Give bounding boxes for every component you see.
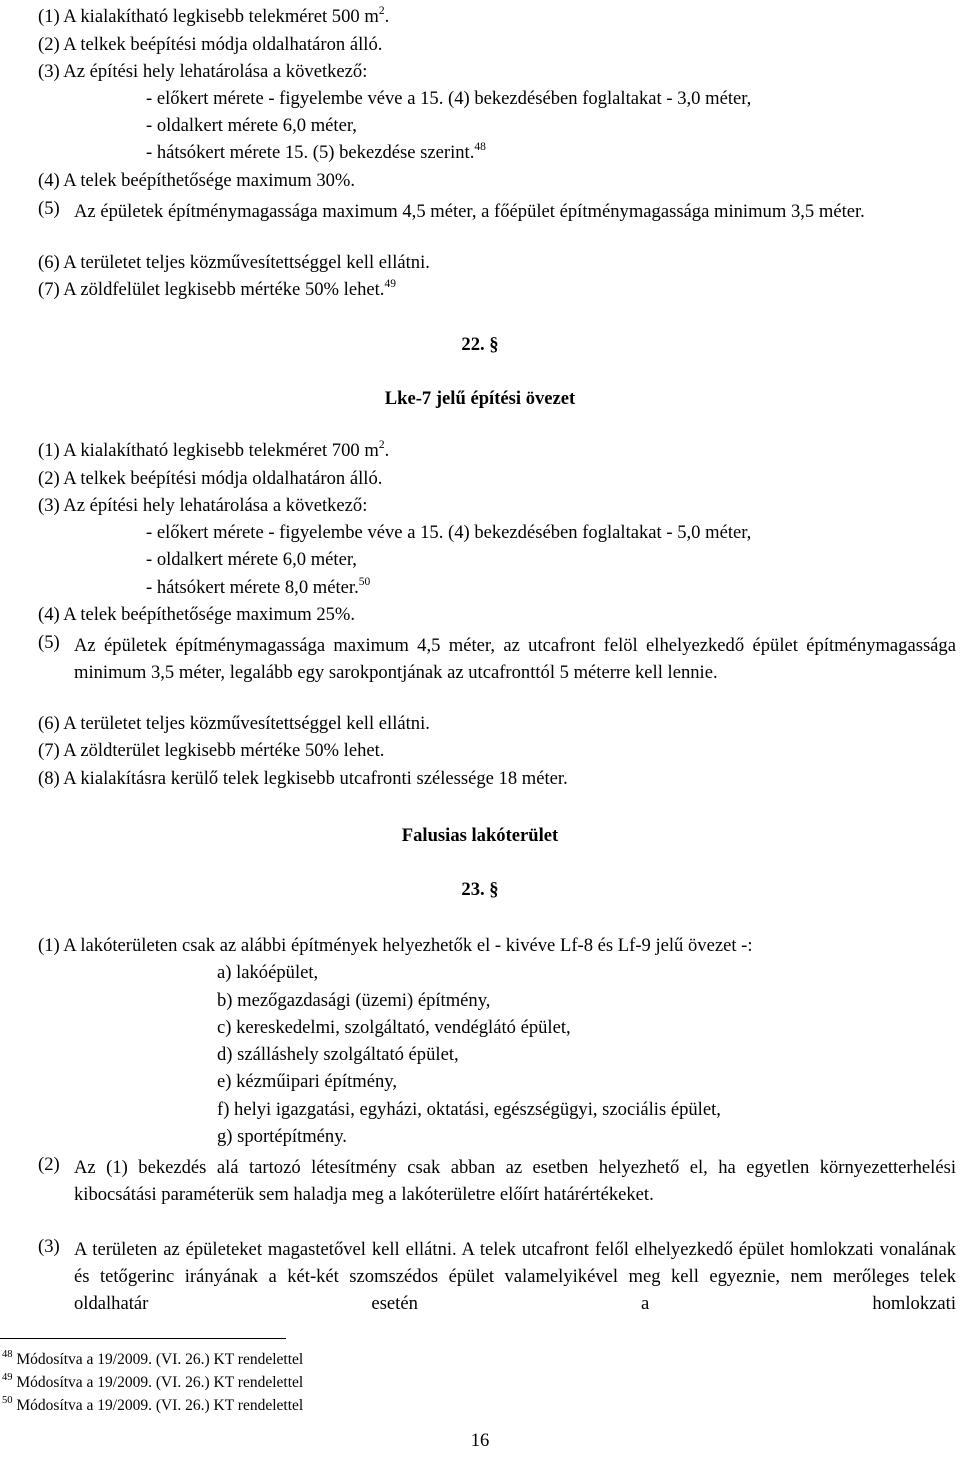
page-number: 16 bbox=[470, 1430, 490, 1451]
footnote-separator bbox=[0, 1338, 286, 1339]
s22-paragraph-3: (3) Az építési hely lehatárolása a következő: bbox=[38, 495, 368, 516]
s22-paragraph-6: (6) A területet teljes közművesítettséggel kell ellátni. bbox=[38, 713, 430, 734]
s21-paragraph-7: (7) A zöldfelület legkisebb mértéke 50% lehet.$^{49}$ bbox=[38, 278, 396, 300]
s21-paragraph-3: (3) Az építési hely lehatárolása a következő: bbox=[38, 61, 368, 82]
footnote-ref-48: 48 bbox=[474, 141, 486, 153]
s23-list-item: f) helyi igazgatási, egyházi, oktatási, egészségügyi, szociális épület, bbox=[217, 1099, 721, 1120]
s21-p3-item-side: - oldalkert mérete 6,0 méter, bbox=[146, 115, 357, 136]
s22-paragraph-1: (1) A kialakítható legkisebb telekméret 700 $m^2$. bbox=[38, 439, 390, 461]
s21-paragraph-1: (1) A kialakítható legkisebb telekméret 500 $m^2$. bbox=[38, 5, 390, 27]
s22-p3-item-side: - oldalkert mérete 6,0 méter, bbox=[146, 549, 357, 570]
s22-paragraph-4: (4) A telek beépíthetősége maximum 25%. bbox=[38, 604, 356, 625]
s23-list-item: g) sportépítmény. bbox=[217, 1126, 347, 1147]
footnote-50: $^{50}$ Módosítva a 19/2009. (VI. 26.) KT rendelettel bbox=[2, 1395, 304, 1414]
s21-paragraph-4: (4) A telek beépíthetősége maximum 30%. bbox=[38, 170, 356, 191]
footnote-49: $^{49}$ Módosítva a 19/2009. (VI. 26.) KT rendelettel bbox=[2, 1372, 304, 1391]
s23-section-number: 23. § bbox=[461, 879, 499, 900]
s21-paragraph-2: (2) A telkek beépítési módja oldalhatáron álló. bbox=[38, 34, 383, 55]
s21-paragraph-5: (5) Az épületek építménymagassága maximum 4,5 méter, a főépület építménymagassága minimum 3,5 méter. bbox=[38, 198, 865, 222]
chapter-heading: Falusias lakóterület bbox=[401, 825, 559, 846]
s22-paragraph-8: (8) A kialakításra kerülő telek legkisebb utcafronti szélessége 18 méter. bbox=[38, 768, 568, 789]
s22-paragraph-5: (5) Az épületek építménymagassága maximum 4,5 méter, az utcafront felöl elhelyezkedő épület építménymagassága minimum 3,5 méter, legalább egy sarokpontjának az utcafronttól 5 méterre kell lennie. bbox=[38, 632, 956, 684]
s23-list-item: d) szálláshely szolgáltató épület, bbox=[217, 1044, 459, 1065]
s21-p3-item-back: - hátsókert mérete 15. (5) bekezdése szerint.$^{48}$ bbox=[146, 141, 486, 163]
s23-paragraph-1: (1) A lakóterületen csak az alábbi építmények helyezhetők el - kivéve Lf-8 és Lf-9 jelű övezet -: bbox=[38, 935, 753, 956]
s22-paragraph-7: (7) A zöldterület legkisebb mértéke 50% lehet. bbox=[38, 740, 385, 761]
s21-paragraph-6: (6) A területet teljes közművesítettséggel kell ellátni. bbox=[38, 252, 430, 273]
s23-list-item: a) lakóépület, bbox=[217, 962, 319, 983]
s23-list-item: e) kézműipari építmény, bbox=[217, 1071, 398, 1092]
s21-p3-item-front: - előkert mérete - figyelembe véve a 15. (4) bekezdésében foglaltakat - 3,0 méter, bbox=[146, 88, 752, 109]
s22-p3-item-front: - előkert mérete - figyelembe véve a 15. (4) bekezdésében foglaltakat - 5,0 méter, bbox=[146, 522, 752, 543]
s22-p3-item-back: - hátsókert mérete 8,0 méter.$^{50}$ bbox=[146, 576, 371, 598]
s23-paragraph-3: (3) A területen az épületeket magastetővel kell ellátni. A telek utcafront felől elhelyezkedő épület homlokzati vonalának és tetőgerinc irányának a két-két szomszédos épület valamelyikével meg kell egyeznie, nem merőleges telek oldalhatár esetén a homlokzati bbox=[38, 1236, 956, 1315]
s23-list-item: c) kereskedelmi, szolgáltató, vendéglátó épület, bbox=[217, 1017, 571, 1038]
footnote-48: $^{48}$ Módosítva a 19/2009. (VI. 26.) KT rendelettel bbox=[2, 1349, 304, 1368]
s22-paragraph-2: (2) A telkek beépítési módja oldalhatáron álló. bbox=[38, 468, 383, 489]
s23-paragraph-2: (2) Az (1) bekezdés alá tartozó létesítmény csak abban az esetben helyezhető el, ha egyetlen környezetterhelési kibocsátási paraméterük sem haladja meg a lakóterületre előírt határértékeket. bbox=[38, 1154, 956, 1206]
s23-list-item: b) mezőgazdasági (üzemi) építmény, bbox=[217, 990, 491, 1011]
s22-section-number: 22. § bbox=[461, 334, 499, 355]
s22-section-title: Lke-7 jelű építési övezet bbox=[384, 388, 576, 409]
footnote-ref-49: 49 bbox=[384, 278, 396, 290]
footnote-ref-50: 50 bbox=[358, 576, 371, 588]
